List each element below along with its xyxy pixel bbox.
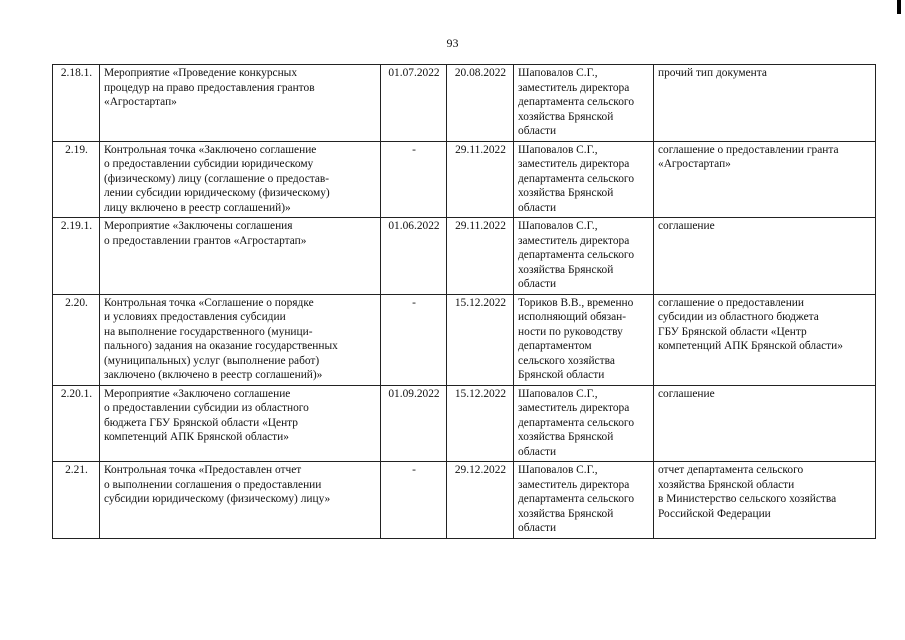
page-number: 93 — [446, 36, 459, 50]
table-row — [53, 462, 876, 539]
table-row — [53, 141, 876, 218]
row-end-date: 29.11.2022 — [447, 218, 514, 295]
row-responsible: Шаповалов С.Г., заместитель директора департамента сельского хозяйства Брянской области — [514, 141, 654, 218]
row-start-date: - — [381, 462, 447, 539]
row-start-date: 01.06.2022 — [381, 218, 447, 295]
scan-edge-mark — [897, 0, 901, 14]
row-number: 2.19. — [53, 141, 100, 218]
row-end-date: 29.12.2022 — [447, 462, 514, 539]
row-number: 2.21. — [53, 462, 100, 539]
row-start-date: 01.07.2022 — [381, 65, 447, 142]
row-start-date: - — [381, 141, 447, 218]
row-result-document: отчет департамента сельского хозяйства Брянской области в Министерство сельского хозяйства Российской Федерации — [654, 462, 876, 539]
row-number: 2.18.1. — [53, 65, 100, 142]
row-responsible: Ториков В.В., временно исполняющий обязан- ности по руководству департаментом сельского хозяйства Брянской области — [514, 294, 654, 385]
row-description: Контрольная точка «Соглашение о порядке и условиях предоставления субсидии на выполнение государственного (муници- пального) задания на оказание государственных (муниципальных) услуг (выполнение работ) заключено (включено в реестр соглашений)» — [100, 294, 381, 385]
row-start-date: - — [381, 294, 447, 385]
row-description: Контрольная точка «Предоставлен отчет о выполнении соглашения о предоставлении субсидии юридическому (физическому) лицу» — [100, 462, 381, 539]
table-row — [53, 294, 876, 385]
row-end-date: 20.08.2022 — [447, 65, 514, 142]
row-number: 2.19.1. — [53, 218, 100, 295]
row-responsible: Шаповалов С.Г., заместитель директора департамента сельского хозяйства Брянской области — [514, 218, 654, 295]
row-responsible: Шаповалов С.Г., заместитель директора департамента сельского хозяйства Брянской области — [514, 462, 654, 539]
row-end-date: 15.12.2022 — [447, 294, 514, 385]
row-result-document: соглашение — [654, 218, 876, 295]
row-responsible: Шаповалов С.Г., заместитель директора департамента сельского хозяйства Брянской области — [514, 65, 654, 142]
plan-table — [52, 64, 876, 539]
row-responsible: Шаповалов С.Г., заместитель директора департамента сельского хозяйства Брянской области — [514, 385, 654, 462]
row-description: Мероприятие «Заключено соглашение о предоставлении субсидии из областного бюджета ГБУ Брянской области «Центр компетенций АПК Брянской области» — [100, 385, 381, 462]
row-end-date: 15.12.2022 — [447, 385, 514, 462]
row-result-document: прочий тип документа — [654, 65, 876, 142]
row-result-document: соглашение о предоставлении субсидии из областного бюджета ГБУ Брянской области «Центр компетенций АПК Брянской области» — [654, 294, 876, 385]
row-number: 2.20. — [53, 294, 100, 385]
row-number: 2.20.1. — [53, 385, 100, 462]
row-result-document: соглашение о предоставлении гранта «Агростартап» — [654, 141, 876, 218]
row-description: Мероприятие «Проведение конкурсных процедур на право предоставления грантов «Агростартап» — [100, 65, 381, 142]
row-description: Контрольная точка «Заключено соглашение о предоставлении субсидии юридическому (физическому) лицу (соглашение о предостав- лении субсидии юридическому (физическому) лицу включено в реестр соглашений)» — [100, 141, 381, 218]
row-result-document: соглашение — [654, 385, 876, 462]
table-row — [53, 218, 876, 295]
row-end-date: 29.11.2022 — [447, 141, 514, 218]
row-start-date: 01.09.2022 — [381, 385, 447, 462]
row-description: Мероприятие «Заключены соглашения о предоставлении грантов «Агростартап» — [100, 218, 381, 295]
table-row — [53, 385, 876, 462]
table-row — [53, 65, 876, 142]
